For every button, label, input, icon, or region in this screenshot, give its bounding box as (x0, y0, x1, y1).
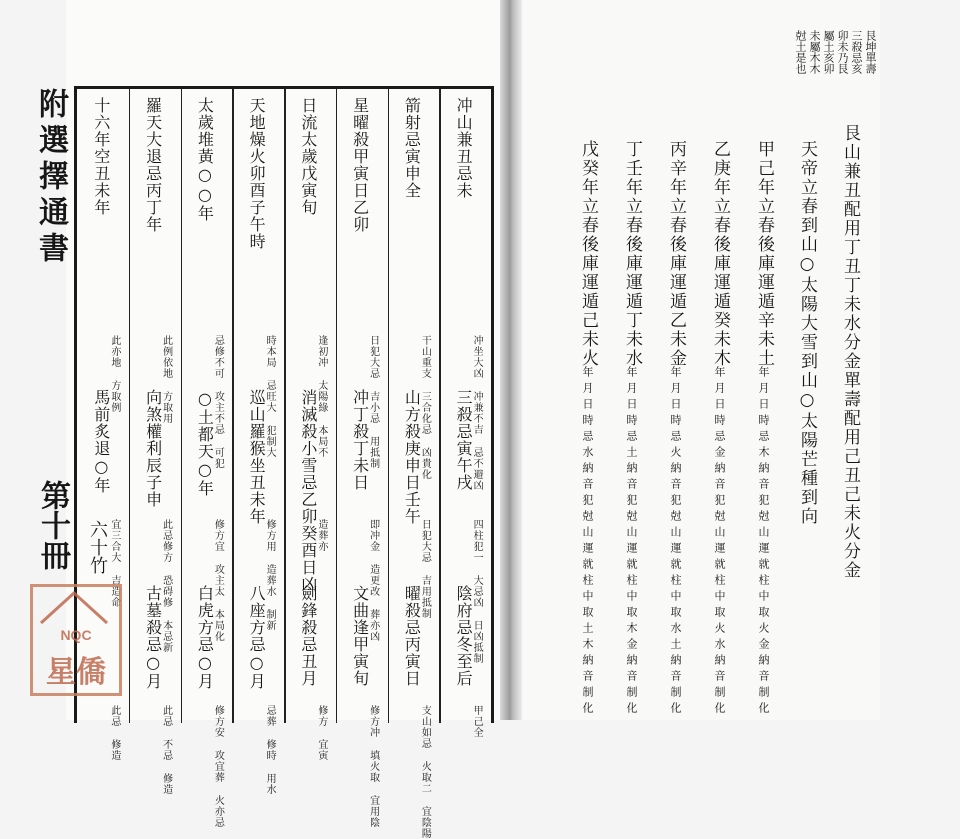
table-cell-3-3: 冲丁殺丁未日 (350, 389, 370, 491)
column-divider (181, 89, 183, 723)
table-cell-1-2: 冲坐大凶 冲兼不吉 忌不避凶 (471, 335, 483, 491)
table-cell-6-6: 修方安 攻宜葬 火亦忌 (212, 705, 224, 828)
column-divider (388, 89, 390, 723)
table-cell-8-1: 十六年空丑未年 (91, 97, 111, 216)
table-cell-1-1: 冲山兼丑忌未 (454, 97, 474, 199)
table-cell-4-1: 日流太歲戊寅旬 (298, 97, 318, 216)
table-cell-6-3: ○土都天○年 (195, 389, 215, 497)
table-cell-3-2: 日犯大忌 吉小忌 用抵制 (367, 335, 379, 469)
table-cell-7-1: 羅天大退忌丙丁年 (143, 97, 163, 233)
table-cell-1-6: 甲己全 (471, 705, 483, 738)
column-divider (232, 89, 234, 723)
table-cell-2-3: 山方殺庚申日壬午 (402, 389, 422, 525)
table-cell-8-2: 此亦地 方取例 (108, 335, 120, 413)
table-cell-1-4: 四柱犯一 大忌凶 日凶抵制 (471, 519, 483, 664)
text-line: 丁壬年立春後庫運遁丁未水 (622, 140, 642, 368)
table-cell-7-3: 向煞權利辰子申 (143, 389, 163, 508)
table-cell-6-5: 白虎方忌○月 (195, 585, 215, 690)
annotation-line: 年月日時忌金納音犯尅山運就柱中取火水納音制化 (713, 366, 726, 718)
table-cell-3-1: 星曜殺甲寅日乙卯 (350, 97, 370, 233)
table-cell-2-5: 曜殺忌丙寅日 (402, 585, 422, 687)
text-line: 乙庚年立春後庫運遁癸未木 (710, 140, 730, 368)
table-cell-5-1: 天地燥火卯酉子午時 (247, 97, 267, 250)
annotation-line: 年月日時忌土納音犯尅山運就柱中取木金納音制化 (625, 366, 638, 718)
book-gutter (500, 0, 522, 720)
head-note: 三殺忌亥 (850, 30, 863, 74)
table-cell-5-3: 巡山羅猴坐丑未年 (247, 389, 267, 525)
table-cell-6-4: 修方宜 攻主太 本局化 (212, 519, 224, 642)
margin-sub-label: 六十竹 (87, 520, 108, 574)
head-note: 未屬木木 (808, 30, 821, 74)
stamp-logo-text: NQC (60, 627, 92, 643)
annotation-line: 年月日時忌火納音犯尅山運就柱中取水土納音制化 (669, 366, 682, 718)
almanac-table (74, 86, 494, 839)
stamp-name: 星僑 (46, 655, 106, 690)
table-cell-5-4: 修方用 造葬水 制新 (264, 519, 276, 631)
table-cell-4-2: 逢初冲 太陽綠 本局不 (315, 335, 327, 458)
text-line: 天帝立春到山○太陽大雪到山○太陽芒種到向 (797, 140, 817, 526)
annotation-line: 年月日時忌木納音犯尅山運就柱中取火金納音制化 (757, 366, 770, 718)
column-divider (284, 89, 286, 723)
table-cell-4-3: 消滅殺小雪忌乙卯癸酉日凶 (298, 389, 318, 593)
head-note: 卯未乃艮 (836, 30, 849, 74)
text-line: 甲己年立春後庫運遁辛未土 (754, 140, 774, 368)
table-cell-4-5: 劍鋒殺忌丑月 (298, 585, 318, 687)
column-divider (439, 89, 441, 723)
table-cell-1-5: 陰府忌冬至后 (454, 585, 474, 687)
table-cell-2-1: 箭射忌寅申全 (402, 97, 422, 199)
table-cell-8-4: 宜三合大 吉造命 (108, 519, 120, 608)
right-page (512, 0, 880, 720)
text-line: 丙辛年立春後庫運遁乙未金 (666, 140, 686, 368)
column-divider (336, 89, 338, 723)
table-cell-6-2: 忌修不可 攻主不忌 可犯 (212, 335, 224, 469)
table-cell-4-4: 造葬亦 (315, 519, 327, 552)
house-roof-icon (37, 589, 111, 625)
main-heading-line: 艮山兼丑配用丁丑丁未水分金單壽配用己丑己未火分金 (840, 124, 860, 580)
table-cell-2-2: 干山重支 三合化忌 凶貴化 (419, 335, 431, 480)
table-cell-3-6: 修方冲 填火取 宜用陰 (367, 705, 379, 828)
table-cell-2-6: 支山如忌 火取二 宜陰陽 (419, 705, 431, 839)
head-note: 屬土亥卯 (822, 30, 835, 74)
table-cell-7-4: 此忌修方 恐碍修 本忌新 (160, 519, 172, 653)
table-cell-7-2: 此例依地 方取用 (160, 335, 172, 424)
margin-title: 附選擇通書 (33, 88, 68, 268)
table-cell-4-6: 修方 宜寅 (315, 705, 327, 761)
publisher-stamp (30, 584, 122, 696)
head-note: 艮坤單壽 (864, 30, 877, 74)
table-cell-1-3: 三殺忌寅午戌 (454, 389, 474, 491)
table-cell-2-4: 日犯大忌 吉用抵制 (419, 519, 431, 619)
table-cell-7-5: 古墓殺忌○月 (143, 585, 163, 690)
table-cell-8-6: 此忌 修造 (108, 705, 120, 761)
table-cell-5-6: 忌葬 修時 用水 (264, 705, 276, 795)
text-line: 戊癸年立春後庫運遁己未火 (578, 140, 598, 368)
head-note: 尅土是也 (794, 30, 807, 74)
margin-section: 第十冊 (35, 480, 70, 570)
table-cell-8-3: 馬前炙退○年 (91, 389, 111, 494)
column-divider (129, 89, 131, 723)
table-cell-3-4: 即冲金 造更改 葬亦凶 (367, 519, 379, 642)
table-cell-6-1: 太歲堆黃○○年 (195, 97, 215, 222)
annotation-line: 年月日時忌水納音犯尅山運就柱中取土木納音制化 (581, 366, 594, 718)
table-cell-7-6: 此忌 不忌 修造 (160, 705, 172, 795)
table-cell-5-5: 八座方忌○月 (247, 585, 267, 690)
table-cell-3-5: 文曲逢甲寅旬 (350, 585, 370, 687)
table-cell-5-2: 時本局 忌旺大 犯制大 (264, 335, 276, 458)
